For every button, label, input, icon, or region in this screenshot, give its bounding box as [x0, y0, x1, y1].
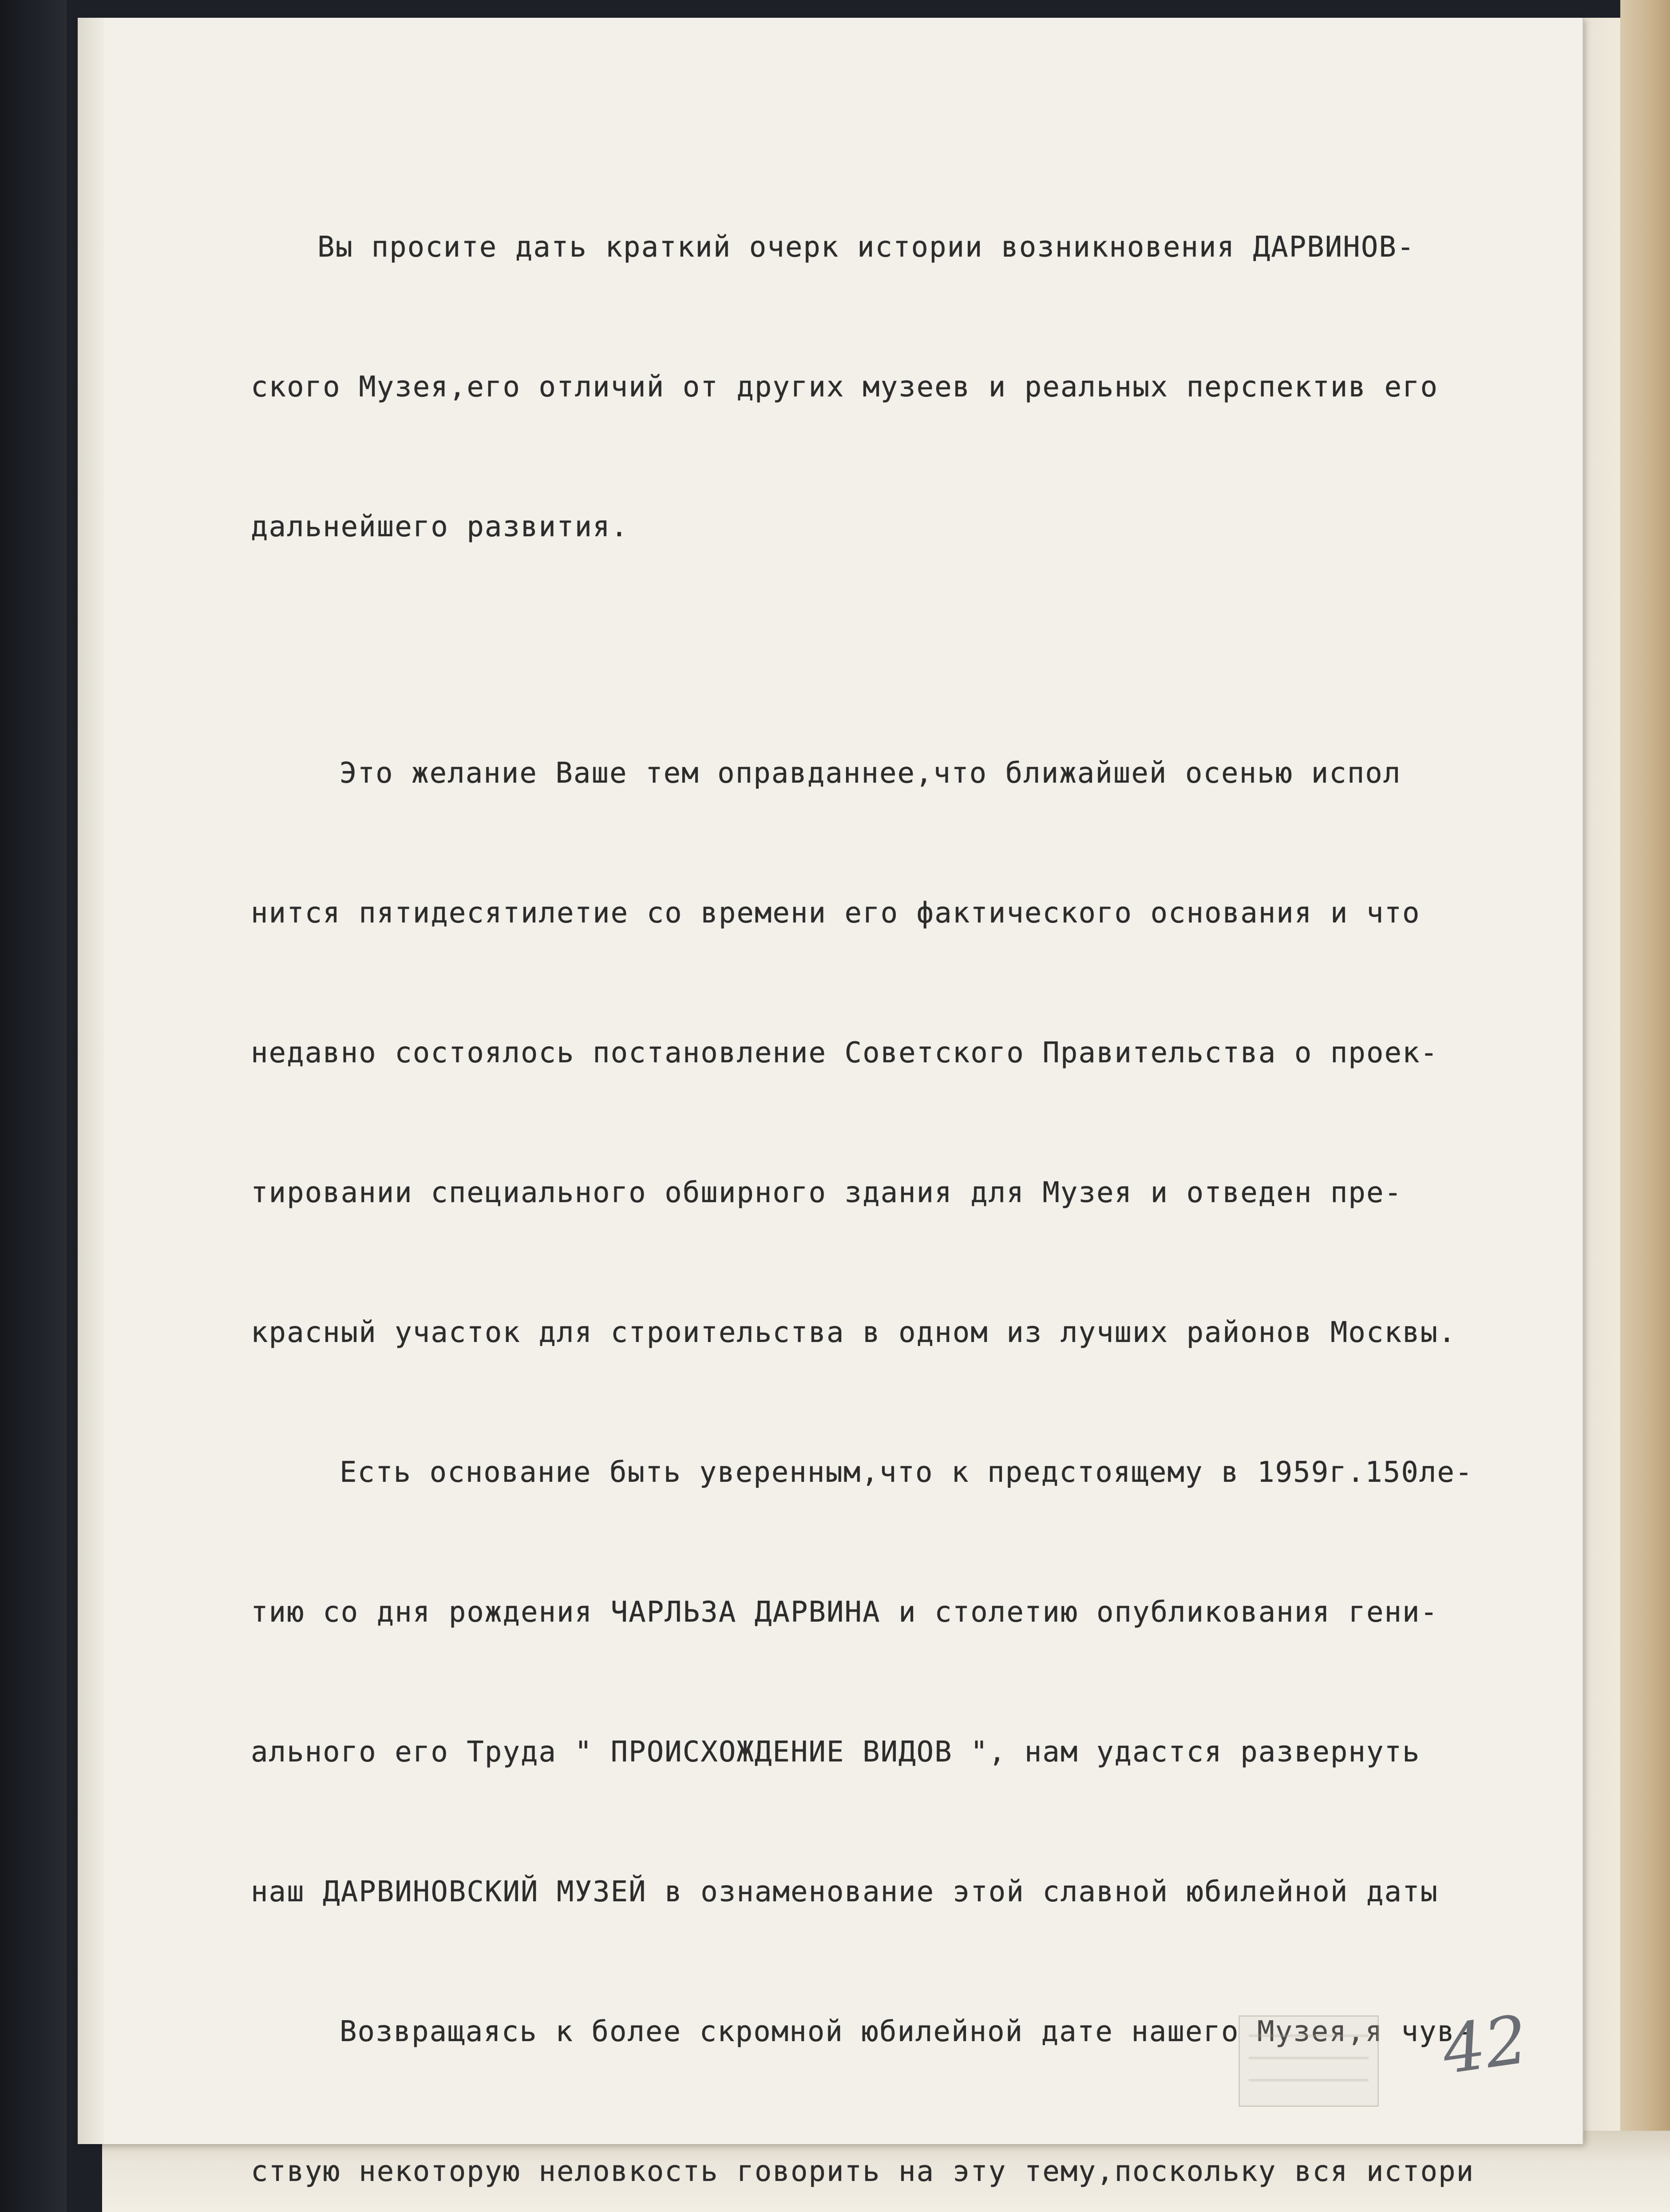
- text-line: красный участок для строительства в одном из лучших районов Москвы.: [251, 1316, 1456, 1349]
- page-number: 42: [1437, 2001, 1533, 2089]
- text-line: наш ДАРВИНОВСКИЙ МУЗЕЙ в ознаменование этой славной юбилейной даты: [251, 1876, 1439, 1908]
- text-line: Возвращаясь к более скромной юбилейной дате нашего Музея,я чув-: [340, 2015, 1473, 2048]
- text-line: ского Музея,его отличий от других музеев и реальных перспектив его: [251, 371, 1439, 404]
- page-edge-shadow: [78, 18, 104, 2144]
- typescript-body: [251, 131, 1658, 2212]
- text-line: тию со дня рождения ЧАРЛЬЗА ДАРВИНА и столетию опубликования гени-: [251, 1596, 1439, 1629]
- text-line: дальнейшего развития.: [251, 510, 629, 543]
- text-line: недавно состоялось постановление Советского Правительства о проек-: [251, 1037, 1439, 1069]
- text-line: ального его Труда " ПРОИСХОЖДЕНИЕ ВИДОВ ", нам удастся развернуть: [251, 1736, 1421, 1769]
- text-line: нится пятидесятилетие со времени его фактического основания и что: [251, 897, 1421, 930]
- text-line: Это желание Ваше тем оправданнее,что ближайшей осенью испол: [340, 757, 1401, 790]
- archive-stamp: [1239, 2015, 1379, 2107]
- text-line: тировании специального обширного здания для Музея и отведен пре-: [251, 1176, 1402, 1209]
- binding-edge: [0, 0, 67, 2212]
- text-line: Вы просите дать краткий очерк истории возникновения ДАРВИНОВ-: [317, 231, 1415, 264]
- text-line: Есть основание быть уверенным,что к предстоящему в 1959г.150ле-: [340, 1456, 1473, 1489]
- text-line: ствую некоторую неловкость говорить на эту тему,поскольку вся истори: [251, 2155, 1475, 2188]
